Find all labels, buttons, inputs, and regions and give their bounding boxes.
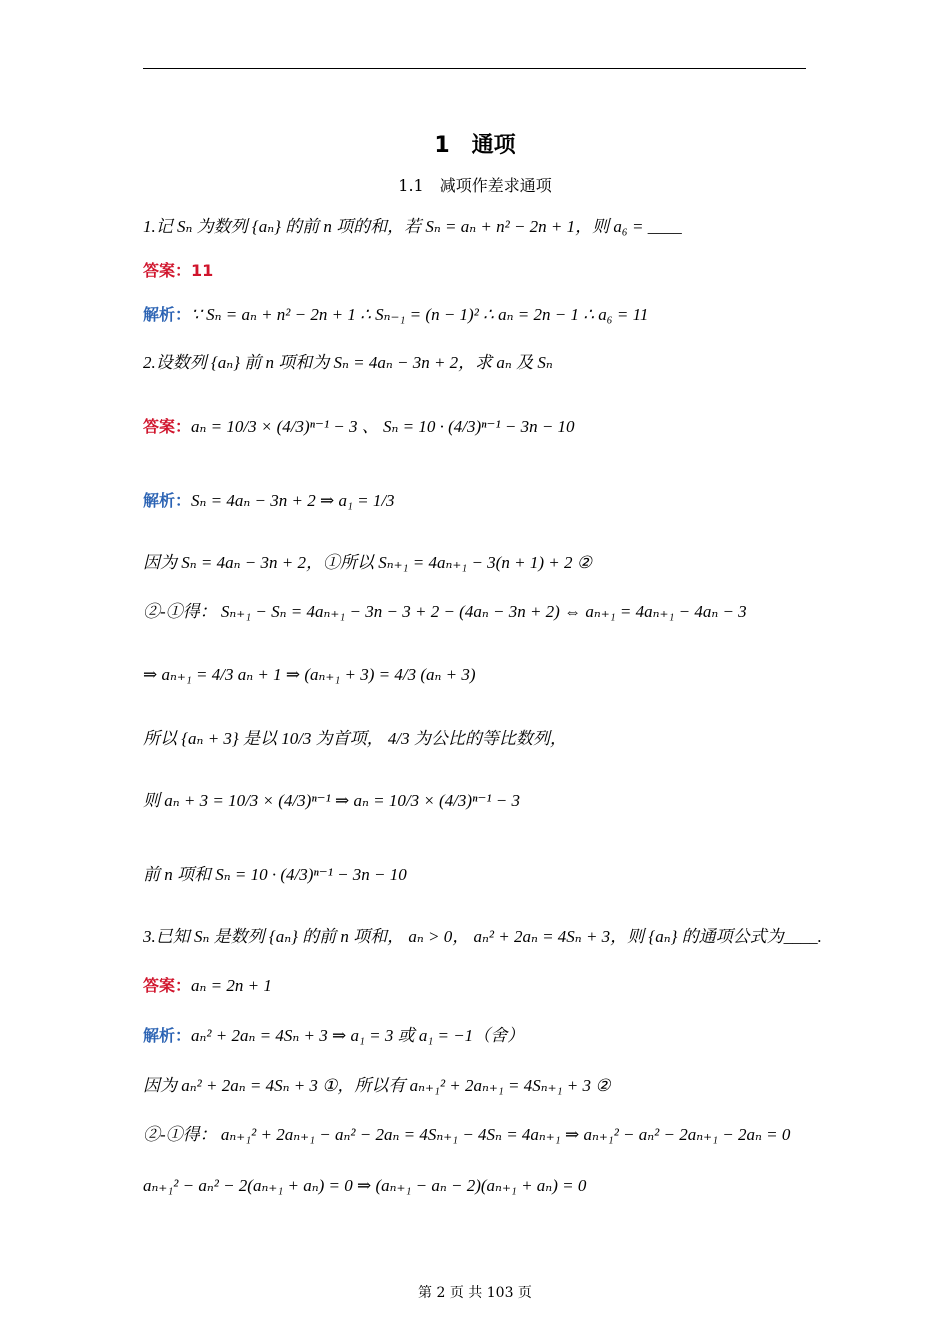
question-1: 1.记 Sₙ 为数列 {aₙ} 的前 n 项的和，若 Sₙ = aₙ + n² − 2n + 1，则 a₆ = ____ [143, 217, 682, 236]
analysis-2-line-3: ②-①得： Sₙ₊₁ − Sₙ = 4aₙ₊₁ − 3n − 3 + 2 − (4aₙ − 3n + 2) ⇔ aₙ₊₁ = 4aₙ₊₁ − 4aₙ − 3 [143, 602, 747, 621]
section-title: 1 通项 [434, 133, 516, 158]
analysis-2-line-5: 所以 {aₙ + 3} 是以 10/3 为首项， 4/3 为公比的等比数列， [143, 729, 567, 748]
question-2: 2.设数列 {aₙ} 前 n 项和为 Sₙ = 4aₙ − 3n + 2，求 aₙ 及 Sₙ [143, 353, 553, 372]
analysis-2: 解析：Sₙ = 4aₙ − 3n + 2 ⇒ a₁ = 1/3 [143, 491, 395, 510]
answer-1: 答案：11 [143, 261, 214, 280]
analysis-1: 解析：∵ Sₙ = aₙ + n² − 2n + 1 ∴ Sₙ₋₁ = (n − 1)² ∴ aₙ = 2n − 1 ∴ a₆ = 11 [143, 305, 649, 324]
analysis-3-line-4: aₙ₊₁² − aₙ² − 2(aₙ₊₁ + aₙ) = 0 ⇒ (aₙ₊₁ − aₙ − 2)(aₙ₊₁ + aₙ) = 0 [143, 1176, 587, 1195]
analysis-2-line-2: 因为 Sₙ = 4aₙ − 3n + 2，①所以 Sₙ₊₁ = 4aₙ₊₁ − 3(n + 1) + 2 ② [143, 553, 592, 572]
page-footer: 第 2 页 共 103 页 [418, 1285, 532, 1301]
answer-2: 答案：aₙ = 10/3 × (4/3)ⁿ⁻¹ − 3 、 Sₙ = 10 · (4/3)ⁿ⁻¹ − 3n − 10 [143, 417, 575, 436]
subsection-title: 1.1 减项作差求通项 [398, 176, 552, 195]
analysis-2-line-7: 前 n 项和 Sₙ = 10 · (4/3)ⁿ⁻¹ − 3n − 10 [143, 865, 407, 884]
analysis-2-line-4: ⇒ aₙ₊₁ = 4/3 aₙ + 1 ⇒ (aₙ₊₁ + 3) = 4/3 (aₙ + 3) [143, 665, 476, 684]
answer-3: 答案：aₙ = 2n + 1 [143, 976, 272, 995]
header-rule [143, 68, 806, 69]
analysis-3: 解析：aₙ² + 2aₙ = 4Sₙ + 3 ⇒ a₁ = 3 或 a₁ = −1（舍） [143, 1026, 525, 1045]
analysis-3-line-2: 因为 aₙ² + 2aₙ = 4Sₙ + 3 ①，所以有 aₙ₊₁² + 2aₙ₊₁ = 4Sₙ₊₁ + 3 ② [143, 1076, 611, 1095]
question-3: 3.已知 Sₙ 是数列 {aₙ} 的前 n 项和， aₙ > 0， aₙ² + 2aₙ = 4Sₙ + 3，则 {aₙ} 的通项公式为____. [143, 927, 822, 946]
analysis-2-line-6: 则 aₙ + 3 = 10/3 × (4/3)ⁿ⁻¹ ⇒ aₙ = 10/3 × (4/3)ⁿ⁻¹ − 3 [143, 791, 520, 810]
analysis-3-line-3: ②-①得： aₙ₊₁² + 2aₙ₊₁ − aₙ² − 2aₙ = 4Sₙ₊₁ − 4Sₙ = 4aₙ₊₁ ⇒ aₙ₊₁² − aₙ² − 2aₙ₊₁ − 2aₙ = 0 [143, 1125, 791, 1144]
